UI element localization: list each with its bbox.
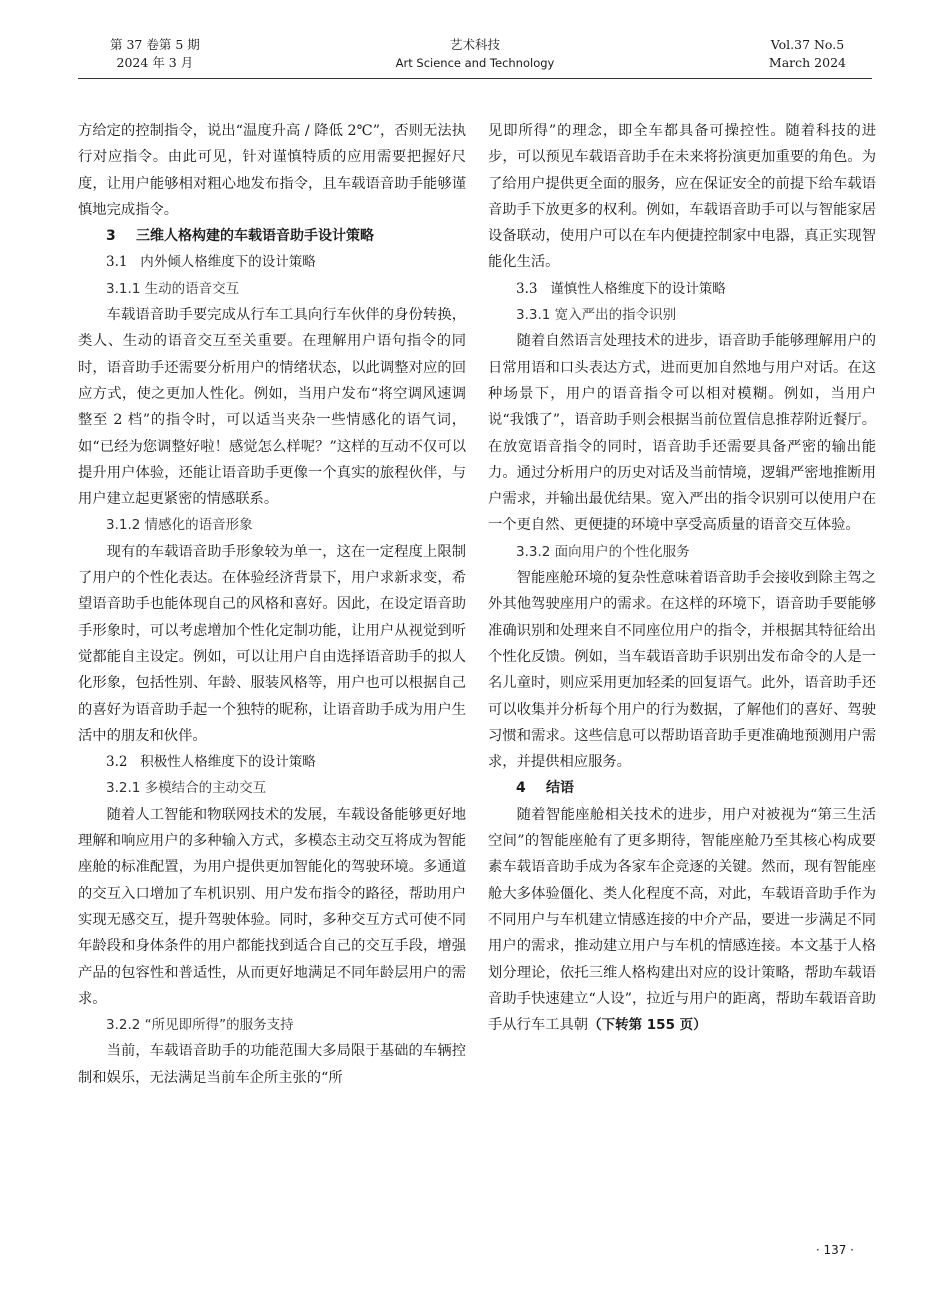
subsection-heading-3-3: 3.3 谨慎性人格维度下的设计策略 (516, 280, 726, 297)
paragraph: 见即所得”的理念，即全车都具备可操控性。随着科技的进步，可以预见车载语音助手在未来将扮演更加重要的角色。为了给用户提供更全面的服务，应在保证安全的前提下给车载语音助手下放更多的权利。例如，车载语音助手可以与智能家居设备联动，使用户可以在车内便捷控制家中电器，真正实现智能化生活。 (488, 123, 876, 271)
paragraph: 车载语音助手要完成从行车工具向行车伙伴的身份转换，类人、生动的语音交互至关重要。在理解用户语句指令的同时，语音助手还需要分析用户的情绪状态，以此调整对应的回应方式，使之更加人性化。例如，当用户发布“将空调风速调整至 2 档”的指令时，可以适当夹杂一些情感化的语气词，如“已经为您调整好啦！感觉怎么样呢？”这样的互动不仅可以提升用户体验，还能让语音助手更像一个真实的旅程伙伴，与用户建立起更紧密的情感联系。 (78, 307, 466, 508)
left-column (78, 118, 466, 1091)
header-rule (78, 78, 872, 79)
section-heading-4: 4 结语 (516, 780, 574, 797)
page-header (78, 36, 872, 76)
paragraph: 随着人工智能和物联网技术的发展，车载设备能够更好地理解和响应用户的多种输入方式，多模态主动交互将成为智能座舱的标准配置，为用户提供更加智能化的驾驶环境。多通道的交互入口增加了车机识别、用户发布指令的路径，帮助用户实现无感交互，提升驾驶体验。同时，多种交互方式可使不同年龄段和身体条件的用户都能找到适合自己的交互手段，增强产品的包容性和普适性，从而更好地满足不同年龄层用户的需求。 (78, 806, 466, 1007)
right-column (488, 118, 876, 1038)
subsubsection-heading-3-1-2: 3.1.2 情感化的语音形象 (106, 517, 253, 534)
continued-note: （下转第 155 页） (588, 1017, 707, 1034)
journal-title-en: Art Science and Technology (395, 56, 555, 70)
date-en: March 2024 (768, 55, 846, 70)
subsubsection-heading-3-3-2: 3.3.2 面向用户的个性化服务 (516, 543, 690, 560)
subsection-heading-3-2: 3.2 积极性人格维度下的设计策略 (106, 754, 316, 771)
paragraph: 随着自然语言处理技术的进步，语音助手能够理解用户的日常用语和口头表达方式，进而更加自然地与用户对话。在这种场景下，用户的语音指令可以相对模糊。例如，当用户说“我饿了”，语音助手则会根据当前位置信息推荐附近餐厅。在放宽语音指令的同时，语音助手还需要具备严密的输出能力。通过分析用户的历史对话及当前情境，逻辑严密地推断用户需求，并输出最优结果。宽入严出的指令识别可以使用户在一个更自然、更便捷的环境中享受高质量的语音交互体验。 (488, 333, 876, 534)
volume-issue-cn: 第 37 卷第 5 期 (110, 37, 200, 52)
subsection-heading-3-1: 3.1 内外倾人格维度下的设计策略 (106, 254, 316, 271)
subsubsection-heading-3-1-1: 3.1.1 生动的语音交互 (106, 280, 240, 297)
section-heading-3: 3 三维人格构建的车载语音助手设计策略 (106, 228, 374, 245)
volume-issue-en: Vol.37 No.5 (770, 37, 845, 52)
subsubsection-heading-3-2-1: 3.2.1 多模结合的主动交互 (106, 780, 267, 797)
paragraph: 智能座舱环境的复杂性意味着语音助手会接收到除主驾之外其他驾驶座用户的需求。在这样的环境下，语音助手要能够准确识别和处理来自不同座位用户的指令，并根据其特征给出个性化反馈。例如，当车载语音助手识别出发布命令的人是一名儿童时，则应采用更加轻柔的回复语气。此外，语音助手还可以收集并分析每个用户的行为数据，了解他们的喜好、驾驶习惯和需求。这些信息可以帮助语音助手更准确地预测用户需求，并提供相应服务。 (488, 570, 876, 771)
subsubsection-heading-3-2-2: 3.2.2 “所见即所得”的服务支持 (106, 1017, 294, 1034)
paragraph: 方给定的控制指令，说出“温度升高 / 降低 2℃”，否则无法执行对应指令。由此可见，针对谨慎特质的应用需要把握好尺度，让用户能够相对粗心地发布指令，且车载语音助手能够谨慎地完成指令。 (78, 123, 466, 218)
journal-issue-en (769, 36, 846, 72)
journal-title-cn: 艺术科技 (449, 37, 500, 52)
subsubsection-heading-3-3-1: 3.3.1 宽入严出的指令识别 (516, 307, 677, 324)
paragraph (488, 802, 876, 1039)
page-number: · 137 · (815, 1243, 854, 1257)
paragraph: 现有的车载语音助手形象较为单一，这在一定程度上限制了用户的个性化表达。在体验经济背景下，用户求新求变，希望语音助手也能体现自己的风格和喜好。因此，在设定语音助手形象时，可以考虑增加个性化定制功能，让用户从视觉到听觉都能自主设定。例如，可以让用户自由选择语音助手的拟人化形象，包括性别、年龄、服装风格等，用户也可以根据自己的喜好为语音助手起一个独特的昵称，让语音助手成为用户生活中的朋友和伙伴。 (78, 543, 466, 744)
date-cn: 2024 年 3 月 (116, 55, 194, 70)
paragraph-text: 随着智能座舱相关技术的进步，用户对被视为“第三生活空间”的智能座舱有了更多期待，智能座舱乃至其核心构成要素车载语音助手成为各家车企竞逐的关键。然而，现有智能座舱大多体验僵化、类人化程度不高，对此，车载语音助手作为不同用户与车机建立情感连接的中介产品，要进一步满足不同用户的需求，推动建立用户与车机的情感连接。本文基于人格划分理论，依托三维人格构建出对应的设计策略，帮助车载语音助手快速建立“人设”，拉近与用户的距离，帮助车载语音助手从行车工具朝 (488, 806, 876, 1034)
paragraph: 当前，车载语音助手的功能范围大多局限于基础的车辆控制和娱乐，无法满足当前车企所主张的“所 (78, 1043, 466, 1086)
journal-title (78, 36, 872, 72)
